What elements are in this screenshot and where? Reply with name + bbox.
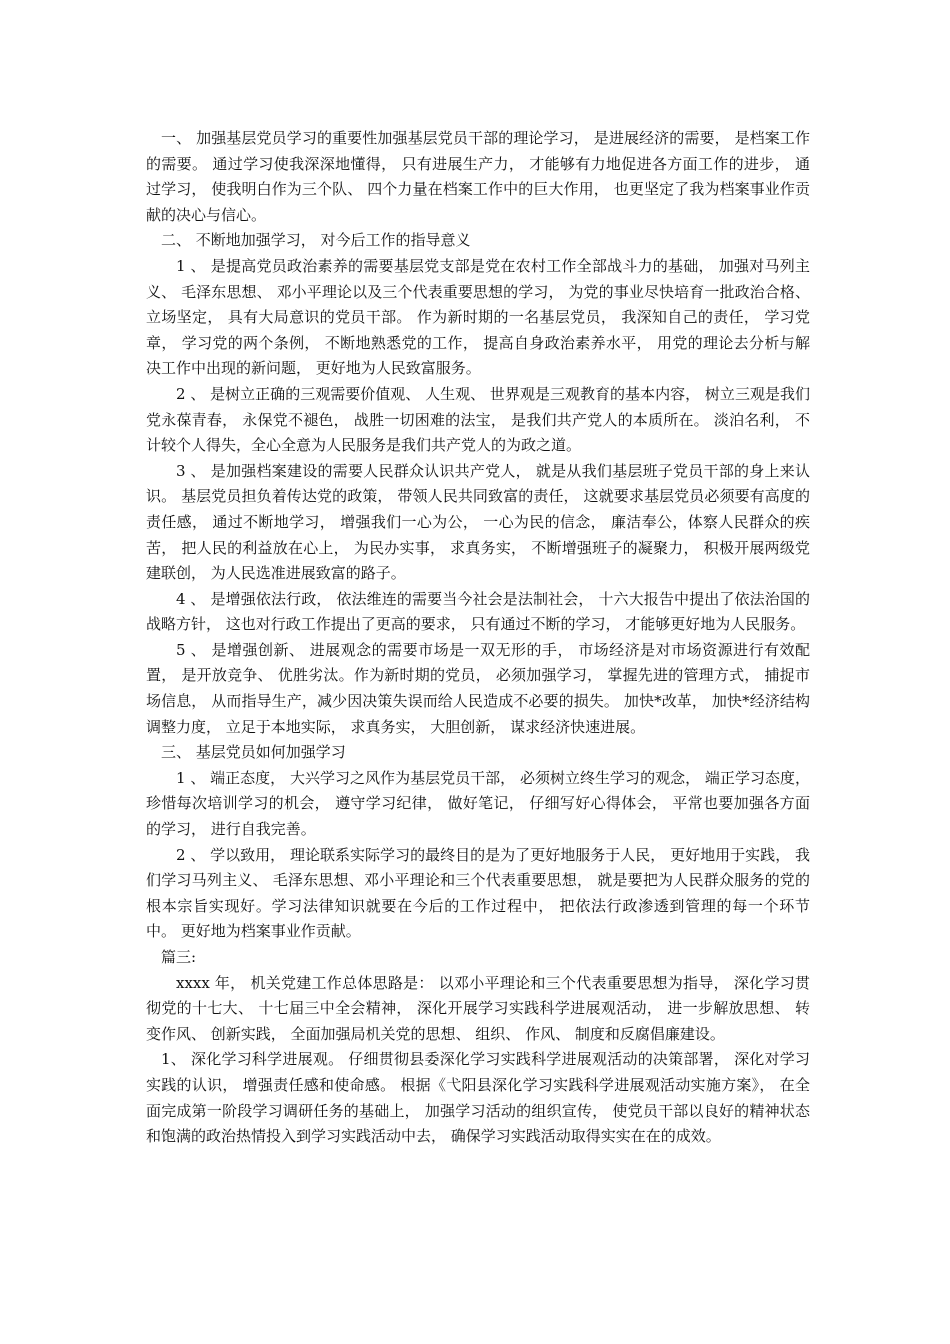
- overall-plan-paragraph: xxxx 年， 机关党建工作总体思路是： 以邓小平理论和三个代表重要思想为指导， 深化学习贯彻党的十七大、 十七届三中全会精神， 深化开展学习实践科学进展观活动， 进一步解放思想、 转变作风、 创新实践， 全面加强局机关党的思想、 组织、 作风、 制度和反腐倡廉建设。: [146, 973, 810, 1043]
- section-two-heading: 二、 不断地加强学习， 对今后工作的指导意义: [161, 231, 471, 250]
- document-body: [146, 126, 815, 1150]
- item-2-paragraph: 2 、 是树立正确的三观需要价值观、 人生观、 世界观是三观教育的基本内容， 树立三观是我们党永葆青春， 永保党不褪色， 战胜一切困难的法宝， 是我们共产党人的本质所在。 淡泊名利， 不计较个人得失，全心全意为人民服务是我们共产党人的为政之道。: [146, 384, 810, 455]
- item-3-paragraph: 3 、 是加强档案建设的需要人民群众认识共产党人， 就是从我们基层班子党员干部的身上来认识。 基层党员担负着传达党的政策， 带领人民共同致富的责任， 这就要求基层党员必须要有高度的责任感， 通过不断地学习， 增强我们一心为公， 一心为民的信念， 廉洁奉公，体察人民群众的疾苦， 把人民的利益放在心上， 为民办实事， 求真务实， 不断增强班子的凝聚力， 积极开展两级党建联创， 为人民选准进展致富的路子。: [146, 461, 810, 583]
- plan-item-1-paragraph: 1、 深化学习科学进展观。 仔细贯彻县委深化学习实践科学进展观活动的决策部署， 深化对学习实践的认识， 增强责任感和使命感。 根据《弋阳县深化学习实践科学进展观活动实施方案》， 在全面完成第一阶段学习调研任务的基础上， 加强学习活动的组织宣传， 使党员干部以良好的精神状态和饱满的政治热情投入到学习实践活动中去， 确保学习实践活动取得实实在在的成效。: [146, 1050, 810, 1146]
- item-4-paragraph: 4 、 是增强依法行政， 依法维连的需要当今社会是法制社会， 十六大报告中提出了依法治国的战略方针， 这也对行政工作提出了更高的要求， 只有通过不断的学习， 才能够更好地为人民服务。: [146, 589, 810, 634]
- item-1-paragraph: 1 、 是提高党员政治素养的需要基层党支部是党在农村工作全部战斗力的基础， 加强对马列主义、 毛泽东思想、 邓小平理论以及三个代表重要思想的学习， 为党的事业尽快培育一批政治合格、 立场坚定， 具有大局意识的党员干部。 作为新时期的一名基层党员， 我深知自己的责任， 学习党章， 学习党的两个条例， 不断地熟悉党的工作， 提高自身政治素养水平， 用党的理论去分析与解决工作中出现的新问题， 更好地为人民致富服务。: [146, 256, 815, 378]
- study-item-2-paragraph: 2 、 学以致用， 理论联系实际学习的最终目的是为了更好地服务于人民， 更好地用于实践， 我们学习马列主义、 毛泽东思想、邓小平理论和三个代表重要思想， 就是要把为人民群众服务的党的根本宗旨实现好。学习法律知识就要在今后的工作过程中， 把依法行政渗透到管理的每一个环节中。 更好地为档案事业作贡献。: [146, 845, 810, 941]
- study-item-1-paragraph: 1 、 端正态度， 大兴学习之风作为基层党员干部， 必须树立终生学习的观念， 端正学习态度， 珍惜每次培训学习的机会， 遵守学习纪律， 做好笔记， 仔细写好心得体会， 平常也要加强各方面的学习， 进行自我完善。: [146, 768, 815, 839]
- item-5-paragraph: 5 、 是增强创新、 进展观念的需要市场是一双无形的手， 市场经济是对市场资源进行有效配置， 是开放竞争、 优胜劣汰。作为新时期的党员， 必须加强学习， 掌握先进的管理方式， 捕捉市场信息， 从而指导生产，减少因决策失误而给人民造成不必要的损失。 加快*改革， 加快*经济结构调整力度， 立足于本地实际， 求真务实， 大胆创新， 谋求经济快速进展。: [146, 640, 810, 736]
- section-three-heading: 三、 基层党员如何加强学习: [161, 743, 346, 762]
- section-one-paragraph: 一、 加强基层党员学习的重要性加强基层党员干部的理论学习， 是进展经济的需要， 是档案工作的需要。 通过学习使我深深地懂得， 只有进展生产力， 才能够有力地促进各方面工作的进步， 通过学习， 使我明白作为三个队、 四个力量在档案工作中的巨大作用， 也更坚定了我为档案事业作贡献的决心与信心。: [146, 129, 810, 224]
- part-three-heading: 篇三:: [161, 948, 197, 966]
